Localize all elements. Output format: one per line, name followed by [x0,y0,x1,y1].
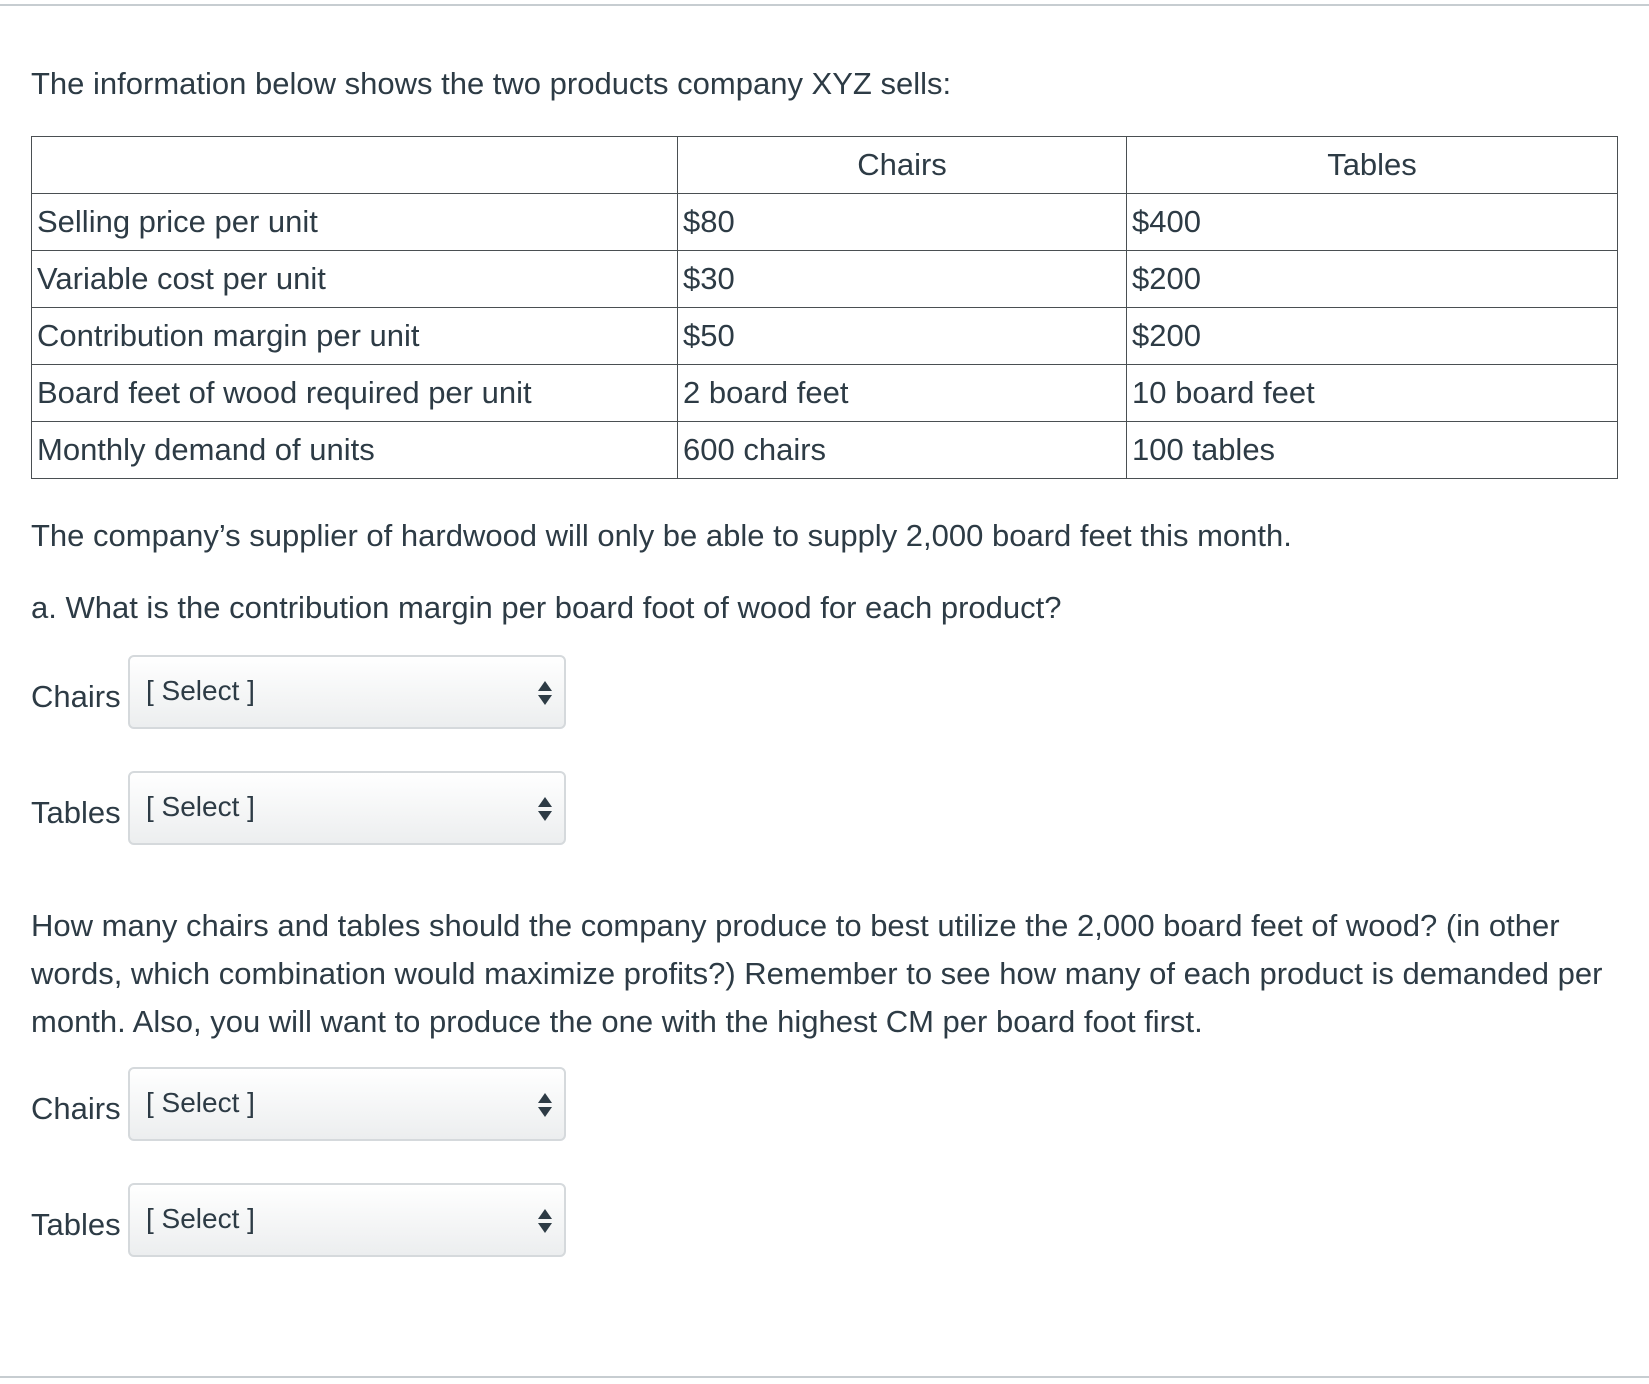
row-label: Variable cost per unit [32,251,678,308]
row-label: Contribution margin per unit [32,308,678,365]
row-label: Board feet of wood required per unit [32,365,678,422]
select-units-chairs[interactable] [128,1067,566,1141]
select-label-tables: Tables [31,1207,121,1242]
select-label-chairs: Chairs [31,679,121,714]
table-row [32,422,1618,479]
tables-value: $400 [1127,194,1618,251]
table-header-chairs: Chairs [678,137,1127,194]
select-value: [ Select ] [146,1203,255,1234]
supply-text: The company’s supplier of hardwood will only be able to supply 2,000 board feet this month. [31,518,1292,553]
chairs-value: 2 board feet [678,365,1127,422]
select-label-tables: Tables [31,795,121,830]
select-units-tables[interactable] [128,1183,566,1257]
select-row-a-tables [31,770,566,846]
table-row [32,365,1618,422]
select-row-b-tables [31,1182,566,1258]
table-header-tables: Tables [1127,137,1618,194]
table-header-row [32,137,1618,194]
table-row [32,308,1618,365]
question-a-text: a. What is the contribution margin per board foot of wood for each product? [31,590,1062,625]
row-label: Monthly demand of units [32,422,678,479]
chairs-value: $50 [678,308,1127,365]
up-down-arrows-icon [536,1205,554,1237]
table-row [32,194,1618,251]
table-header-empty [32,137,678,194]
tables-value: $200 [1127,308,1618,365]
top-divider [0,4,1649,6]
tables-value: $200 [1127,251,1618,308]
table-row [32,251,1618,308]
up-down-arrows-icon [536,793,554,825]
select-cm-chairs[interactable] [128,655,566,729]
select-cm-tables[interactable] [128,771,566,845]
up-down-arrows-icon [536,677,554,709]
product-info-table [31,136,1618,479]
intro-text: The information below shows the two products company XYZ sells: [31,66,952,101]
chairs-value: $30 [678,251,1127,308]
chairs-value: $80 [678,194,1127,251]
select-label-chairs: Chairs [31,1091,121,1126]
question-b-text: How many chairs and tables should the company produce to best utilize the 2,000 board feet of wood? (in other words, which combination would maximize profits?) Remember to see how many of each product is demanded per month. Also, you will want to produce the one with the highest CM per board foot first. [31,908,1603,1039]
chairs-value: 600 chairs [678,422,1127,479]
select-value: [ Select ] [146,675,255,706]
select-row-a-chairs [31,654,566,730]
select-row-b-chairs [31,1066,566,1142]
select-value: [ Select ] [146,791,255,822]
row-label: Selling price per unit [32,194,678,251]
tables-value: 10 board feet [1127,365,1618,422]
select-value: [ Select ] [146,1087,255,1118]
up-down-arrows-icon [536,1089,554,1121]
tables-value: 100 tables [1127,422,1618,479]
bottom-divider [0,1376,1649,1378]
